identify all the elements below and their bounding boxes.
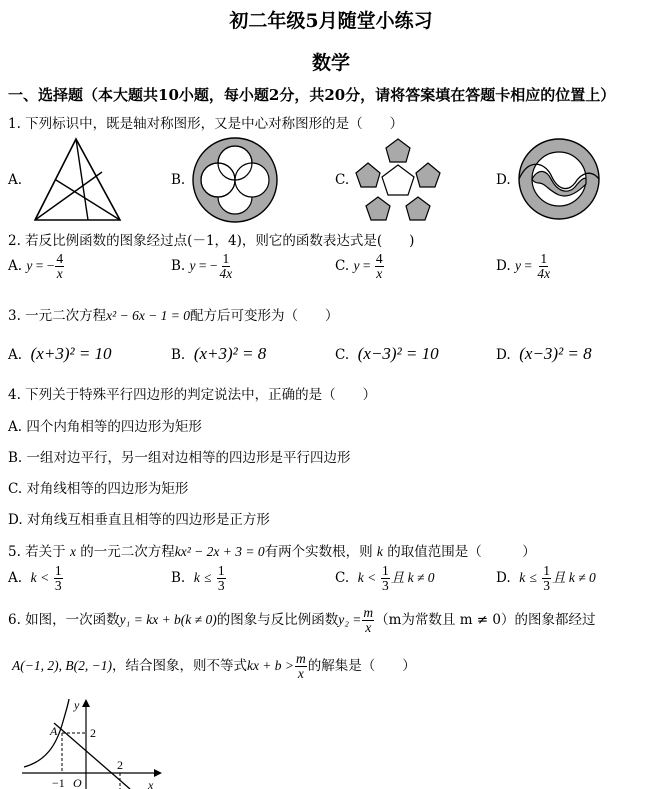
q6-line1: 6. 如图，一次函数y₁ = kx + b(k ≠ 0)的图象与反比例函数y₂ = $\frac{m}{x}$ （m为常数且 m ≠ 0）的图象都经过 — [8, 605, 596, 636]
q5-option-c: C. k < $\frac{1}{3}$ 且 k ≠ 0 — [335, 563, 435, 594]
tick-x-neg1: −1 — [52, 776, 65, 789]
x-axis-label: x — [148, 778, 154, 789]
q2-option-c: C. y = $\frac{4}{x}$ — [335, 251, 383, 282]
section-heading: 一、选择题（本大题共10小题，每小题2分，共20分，请将答案填在答题卡相应的位置上） — [8, 86, 616, 104]
q3-stem: 3. 一元二次方程x² − 6x − 1 = 0配方后可变形为（ ） — [8, 308, 339, 324]
y-axis-label: y — [74, 698, 80, 712]
q4-option-a: A. 四个内角相等的四边形为矩形 — [8, 419, 202, 435]
q1-label-a: A. — [8, 172, 23, 188]
q3-option-d: D. (x−3)² = 8 — [496, 344, 592, 363]
q3-option-c: C. (x−3)² = 10 — [335, 344, 439, 363]
yin-yang-wave-icon — [517, 137, 601, 221]
q1-label-d: D. — [496, 172, 511, 188]
pentagon-ring-icon — [352, 137, 444, 223]
subject-title: 数学 — [311, 52, 350, 74]
q3-option-b: B. (x+3)² = 8 — [171, 344, 267, 363]
tick-x-2: 2 — [117, 758, 123, 772]
q2-stem: 2. 若反比例函数的图象经过点(－1，4)，则它的函数表达式是( ) — [8, 233, 415, 249]
function-graph — [16, 697, 166, 789]
q2-option-b: B. y = − $\frac{1}{4x}$ — [171, 251, 233, 282]
q6-line2: A(−1, 2), B(2, −1)，结合图象，则不等式kx + b > $\frac{m}{x}$ 的解集是（ ） — [12, 651, 416, 682]
q2-option-a: A. y = − $\frac{4}{x}$ — [8, 251, 64, 282]
q5-option-a: A. k < $\frac{1}{3}$ — [8, 563, 62, 594]
point-a-label: A — [50, 724, 58, 738]
q1-label-b: B. — [171, 172, 186, 188]
q5-option-d: D. k ≤ $\frac{1}{3}$ 且 k ≠ 0 — [496, 563, 596, 594]
triangle-figure-icon — [32, 136, 124, 224]
four-petal-circle-icon — [190, 135, 280, 225]
page-title: 初二年级5月随堂小练习 — [229, 10, 433, 32]
q4-stem: 4. 下列关于特殊平行四边形的判定说法中，正确的是（ ） — [8, 387, 377, 403]
q3-option-a: A. (x+3)² = 10 — [8, 344, 112, 363]
x-axis-arrow-icon — [154, 769, 162, 777]
y-axis-arrow-icon — [82, 699, 90, 707]
q1-stem: 1. 下列标识中，既是轴对称图形，又是中心对称图形的是（ ） — [8, 116, 404, 132]
q4-option-d: D. 对角线互相垂直且相等的四边形是正方形 — [8, 512, 270, 528]
q4-option-c: C. 对角线相等的四边形为矩形 — [8, 481, 189, 497]
q1-label-c: C. — [335, 172, 350, 188]
q5-stem: 5. 若关于 x 的一元二次方程kx² − 2x + 3 = 0有两个实数根，则 k 的取值范围是（ ） — [8, 544, 536, 560]
q2-option-d: D. y = $\frac{1}{4x}$ — [496, 251, 551, 282]
origin-label: O — [73, 776, 82, 789]
q4-option-b: B. 一组对边平行，另一组对边相等的四边形是平行四边形 — [8, 450, 351, 466]
q5-option-b: B. k ≤ $\frac{1}{3}$ — [171, 563, 225, 594]
tick-y-2: 2 — [90, 726, 96, 740]
